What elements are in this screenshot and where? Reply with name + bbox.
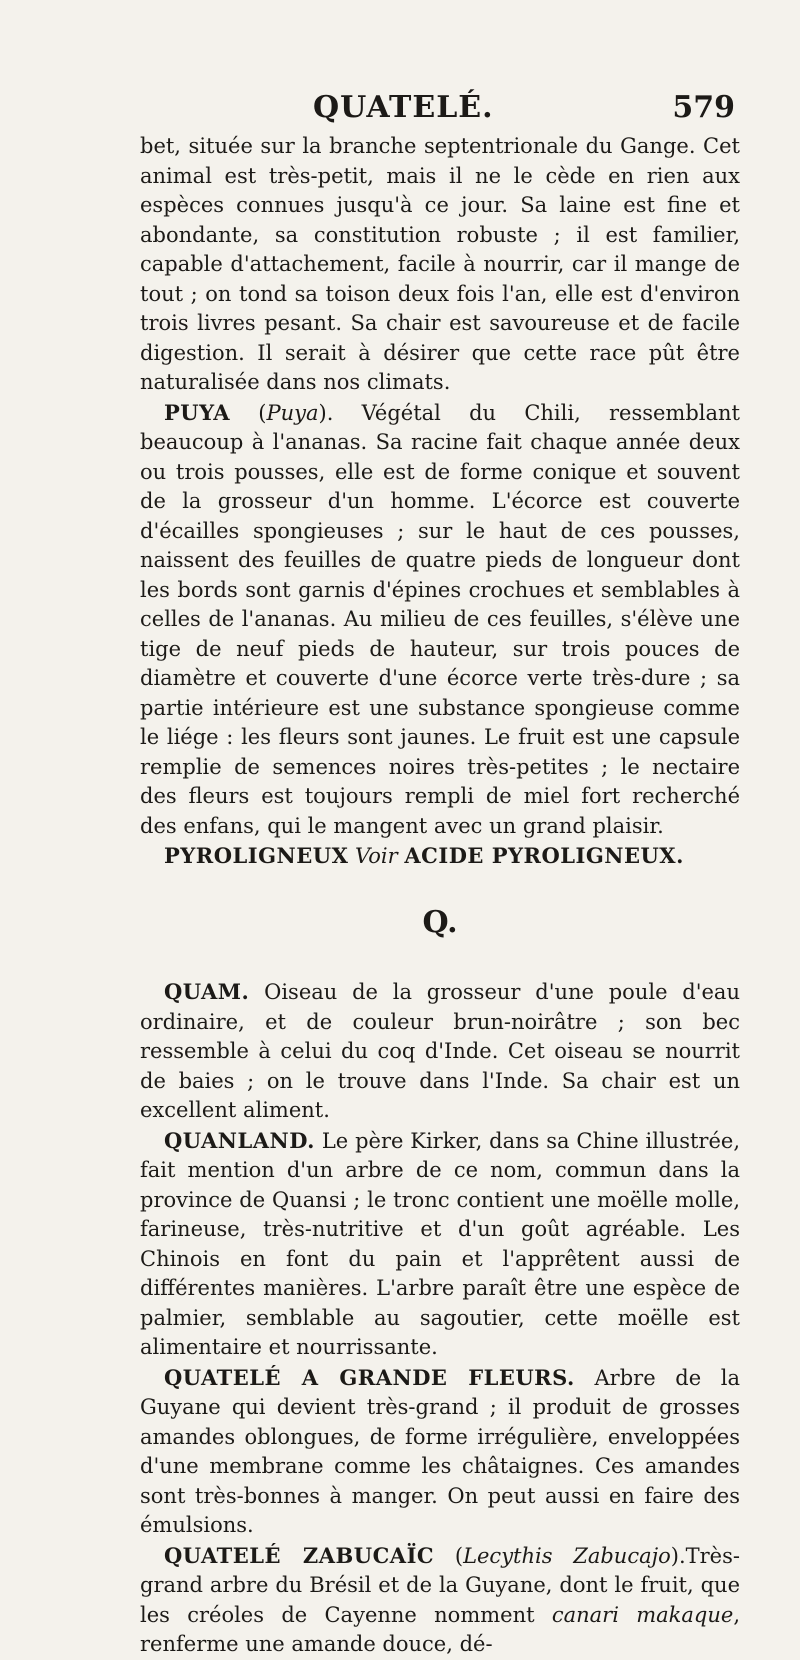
entry-text: Arbre de la Guyane qui devient très-grand ; il produit de grosses amandes oblongues, de forme irrégulière, enveloppées d'une membrane comme les châtaignes. Ces amandes sont très-bonnes à manger. On peut aussi en faire des émulsions. xyxy=(140,1365,740,1537)
entry-quanland xyxy=(140,1126,740,1363)
section-letter: Q. xyxy=(422,904,458,940)
paragraph-continuation: bet, située sur la branche septentrionale du Gange. Cet animal est très-petit, mais il ne le cède en rien aux espèces connues jusqu'à ce jour. Sa laine est fine et abondante, sa constitution robuste ; il est familier, capable d'attachement, facile à nourrir, car il mange de tout ; on tond sa toison deux fois l'an, elle est d'environ trois livres pesant. Sa chair est savoureuse et de facile digestion. Il serait à désirer que cette race pût être naturalisée dans nos climats. xyxy=(140,134,740,394)
entry-quatele-a-grande-fleurs xyxy=(140,1363,740,1541)
page-number: 579 xyxy=(672,90,735,125)
entry-headword: PYROLIGNEUX xyxy=(164,843,349,868)
entry-pyroligneux xyxy=(140,841,740,872)
entry-text: Végétal du Chili, ressemblant beaucoup à l'ananas. Sa racine fait chaque année deux ou trois pousses, elle est de forme conique et souvent de la grosseur d'un homme. L'écorce est couverte d'écailles spongieuses ; sur le haut de ces pousses, naissent des feuilles de quatre pieds de longueur dont les bords sont garnis d'épines crochues et semblables à celles de l'ananas. Au milieu de ces feuilles, s'élève une tige de neuf pieds de hauteur, sur trois pouces de diamètre et couverte d'une écorce verte très-dure ; sa partie intérieure est une substance spongieuse comme le liége : les fleurs sont jaunes. Le fruit est une capsule remplie de semences noires très-petites ; le nectaire des fleurs est toujours rempli de miel fort recherché des enfans, qui le mangent avec un grand plaisir. xyxy=(140,400,740,838)
entry-quam xyxy=(140,977,740,1126)
entry-puya xyxy=(140,398,740,842)
entry-headword: PUYA xyxy=(164,399,231,425)
entry-quatele-zabucaic xyxy=(140,1541,740,1660)
paren-open: ( xyxy=(434,1543,464,1568)
entry-headword: QUATELÉ A GRANDE FLEURS. xyxy=(164,1364,575,1390)
vernacular-name: canari makaque xyxy=(551,1602,734,1627)
cross-reference-voir: Voir xyxy=(355,844,398,868)
entry-headword: QUAM. xyxy=(164,979,250,1004)
latin-name: Lecythis Zabucajo xyxy=(463,1543,671,1568)
entry-text: Le père Kirker, dans sa Chine illustrée, fait mention d'un arbre de ce nom, commun dans la province de Quansi ; le tronc contient une moëlle molle, farineuse, très-nutritive et d'un goût agréable. Les Chinois en font du pain et l'apprêtent aussi de différentes manières. L'arbre paraît être une espèce de palmier, semblable au sagoutier, cette moëlle est alimentaire et nourrissante. xyxy=(140,1128,740,1359)
cross-reference-target: ACIDE PYROLIGNEUX. xyxy=(404,843,684,868)
entry-text: Oiseau de la grosseur d'une poule d'eau ordinaire, et de couleur brun-noirâtre ; son bec ressemble à celui du coq d'Inde. Cet oiseau se nourrit de baies ; on le trouve dans l'Inde. Sa chair est un excellent aliment. xyxy=(140,980,740,1122)
paren-open: ( xyxy=(230,400,267,425)
entry-text-end: , renferme une amande douce, dé- xyxy=(140,1602,740,1656)
running-title: QUATELÉ. xyxy=(313,90,494,125)
paren-close: ). xyxy=(670,1543,686,1568)
body-text xyxy=(140,132,740,1660)
paren-close: ). xyxy=(318,400,362,425)
entry-headword: QUATELÉ ZABUCAÏC xyxy=(164,1542,435,1568)
entry-headword: QUANLAND. xyxy=(164,1127,315,1153)
entry-text: Très-grand arbre du Brésil et de la Guyane, dont le fruit, que les créoles de Cayenne nomment xyxy=(140,1543,740,1627)
page-header xyxy=(135,90,735,130)
latin-name: Puya xyxy=(266,400,319,425)
